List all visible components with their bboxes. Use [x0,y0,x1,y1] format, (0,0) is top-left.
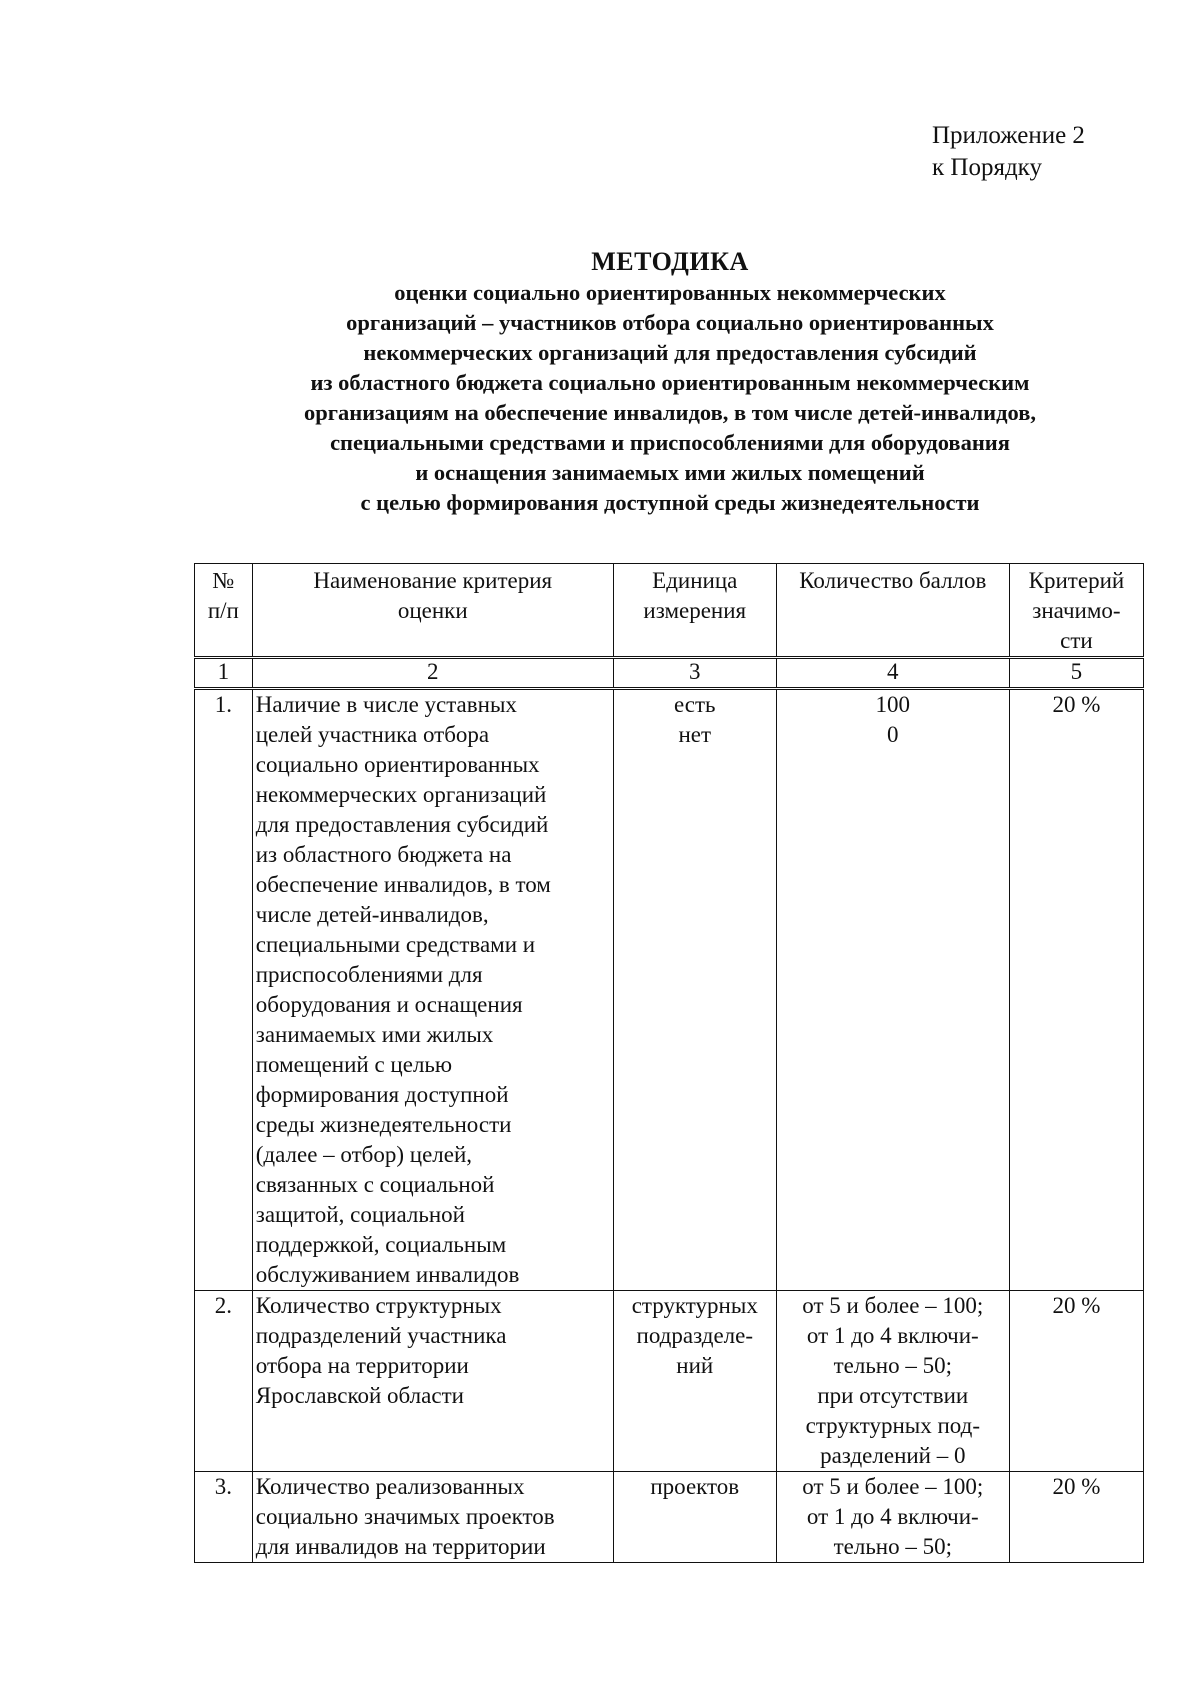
unit-text: ний [676,1353,714,1378]
table-header-row [195,564,1144,658]
criterion-text: помещений с целью [255,1052,453,1077]
points-text: разделений – 0 [820,1443,966,1468]
points-text: от 1 до 4 включи- [806,1323,979,1348]
criterion-text: Наличие в числе уставных [255,692,517,717]
header-text: значимо- [1032,598,1121,623]
criterion-name [252,1291,613,1472]
criterion-text: оборудования и оснащения [255,992,523,1017]
header-text: сти [1060,628,1093,653]
table-row [195,1472,1144,1563]
unit-cell [613,1472,776,1563]
criterion-text: связанных с социальной [255,1172,495,1197]
criterion-text: среды жизнедеятельности [255,1112,512,1137]
document-heading [190,246,1150,518]
weight-cell: 20 % [1009,1291,1143,1472]
criterion-text: для предоставления субсидий [255,812,549,837]
points-cell [776,1472,1009,1563]
weight-cell: 20 % [1009,1472,1143,1563]
criterion-text: занимаемых ими жилых [255,1022,494,1047]
heading-line: и оснащения занимаемых ими жилых помещений [415,460,925,485]
points-text: от 1 до 4 включи- [806,1504,979,1529]
header-text: Наименование критерия [313,568,553,593]
heading-line: оценки социально ориентированных некоммерческих [394,280,946,305]
heading-line: организаций – участников отбора социально ориентированных [346,310,994,335]
heading-line: из областного бюджета социально ориентированным некоммерческим [310,370,1030,395]
header-criterion-name [252,564,613,658]
table-row [195,689,1144,1291]
points-text: 100 [875,692,911,717]
criterion-text: подразделений участника [255,1323,507,1348]
points-cell [776,1291,1009,1472]
criterion-text: приспособлениями для [255,962,483,987]
weight-cell: 20 % [1009,689,1143,1291]
points-text: тельно – 50; [833,1353,953,1378]
criterion-text: числе детей-инвалидов, [255,902,489,927]
points-text: при отсутствии [817,1383,969,1408]
header-points [776,564,1009,658]
row-number: 1. [195,689,253,1291]
column-number: 5 [1009,658,1143,689]
header-text: оценки [397,598,468,623]
criterion-text: поддержкой, социальным [255,1232,507,1257]
heading-line: организациям на обеспечение инвалидов, в том числе детей-инвалидов, [304,400,1036,425]
row-number: 2. [195,1291,253,1472]
column-number: 2 [252,658,613,689]
points-cell [776,689,1009,1291]
criterion-text: специальными средствами и [255,932,536,957]
header-text: измерения [643,598,747,623]
header-unit [613,564,776,658]
criterion-text: обслуживанием инвалидов [255,1262,520,1287]
column-number: 1 [195,658,253,689]
column-number: 3 [613,658,776,689]
criterion-text: некоммерческих организаций [255,782,547,807]
table-row [195,1291,1144,1472]
criterion-text: отбора на территории [255,1353,469,1378]
heading-line: с целью формирования доступной среды жизнедеятельности [360,490,980,515]
unit-cell [613,689,776,1291]
heading-line: некоммерческих организаций для предоставления субсидий [363,340,977,365]
criterion-text: из областного бюджета на [255,842,512,867]
criterion-text: Количество реализованных [255,1474,525,1499]
unit-text: структурных [631,1293,758,1318]
unit-text: проектов [650,1474,740,1499]
criterion-name [252,1472,613,1563]
heading-line: специальными средствами и приспособлениями для оборудования [330,430,1010,455]
criterion-text: Количество структурных [255,1293,502,1318]
unit-text: есть [674,692,716,717]
appendix-line: Приложение 2 [932,122,1085,149]
points-text: тельно – 50; [833,1534,953,1559]
document-title: МЕТОДИКА [591,247,749,276]
header-weight [1009,564,1143,658]
unit-cell [613,1291,776,1472]
appendix-line: к Порядку [932,154,1042,181]
criterion-text: для инвалидов на территории [255,1534,546,1559]
points-text: от 5 и более – 100; [802,1293,984,1318]
criterion-text: целей участника отбора [255,722,490,747]
header-text: п/п [207,598,239,623]
header-text: Единица [652,568,738,593]
header-num [195,564,253,658]
criterion-name [252,689,613,1291]
criterion-text: социально значимых проектов [255,1504,555,1529]
criterion-text: обеспечение инвалидов, в том [255,872,551,897]
criterion-text: (далее – отбор) целей, [255,1142,473,1167]
criterion-text: социально ориентированных [255,752,540,777]
column-number: 4 [776,658,1009,689]
unit-text: нет [678,722,712,747]
points-text: 0 [887,722,899,747]
unit-text: подразделе- [636,1323,753,1348]
header-text: Количество баллов [799,568,987,593]
points-text: структурных под- [805,1413,980,1438]
appendix-caption [932,120,1085,184]
column-numbers-row [195,658,1144,689]
row-number: 3. [195,1472,253,1563]
header-text: Критерий [1028,568,1125,593]
points-text: от 5 и более – 100; [802,1474,984,1499]
criterion-text: Ярославской области [255,1383,464,1408]
criterion-text: защитой, социальной [255,1202,465,1227]
header-text: № [212,568,235,593]
criterion-text: формирования доступной [255,1082,509,1107]
criteria-table [194,563,1144,1563]
